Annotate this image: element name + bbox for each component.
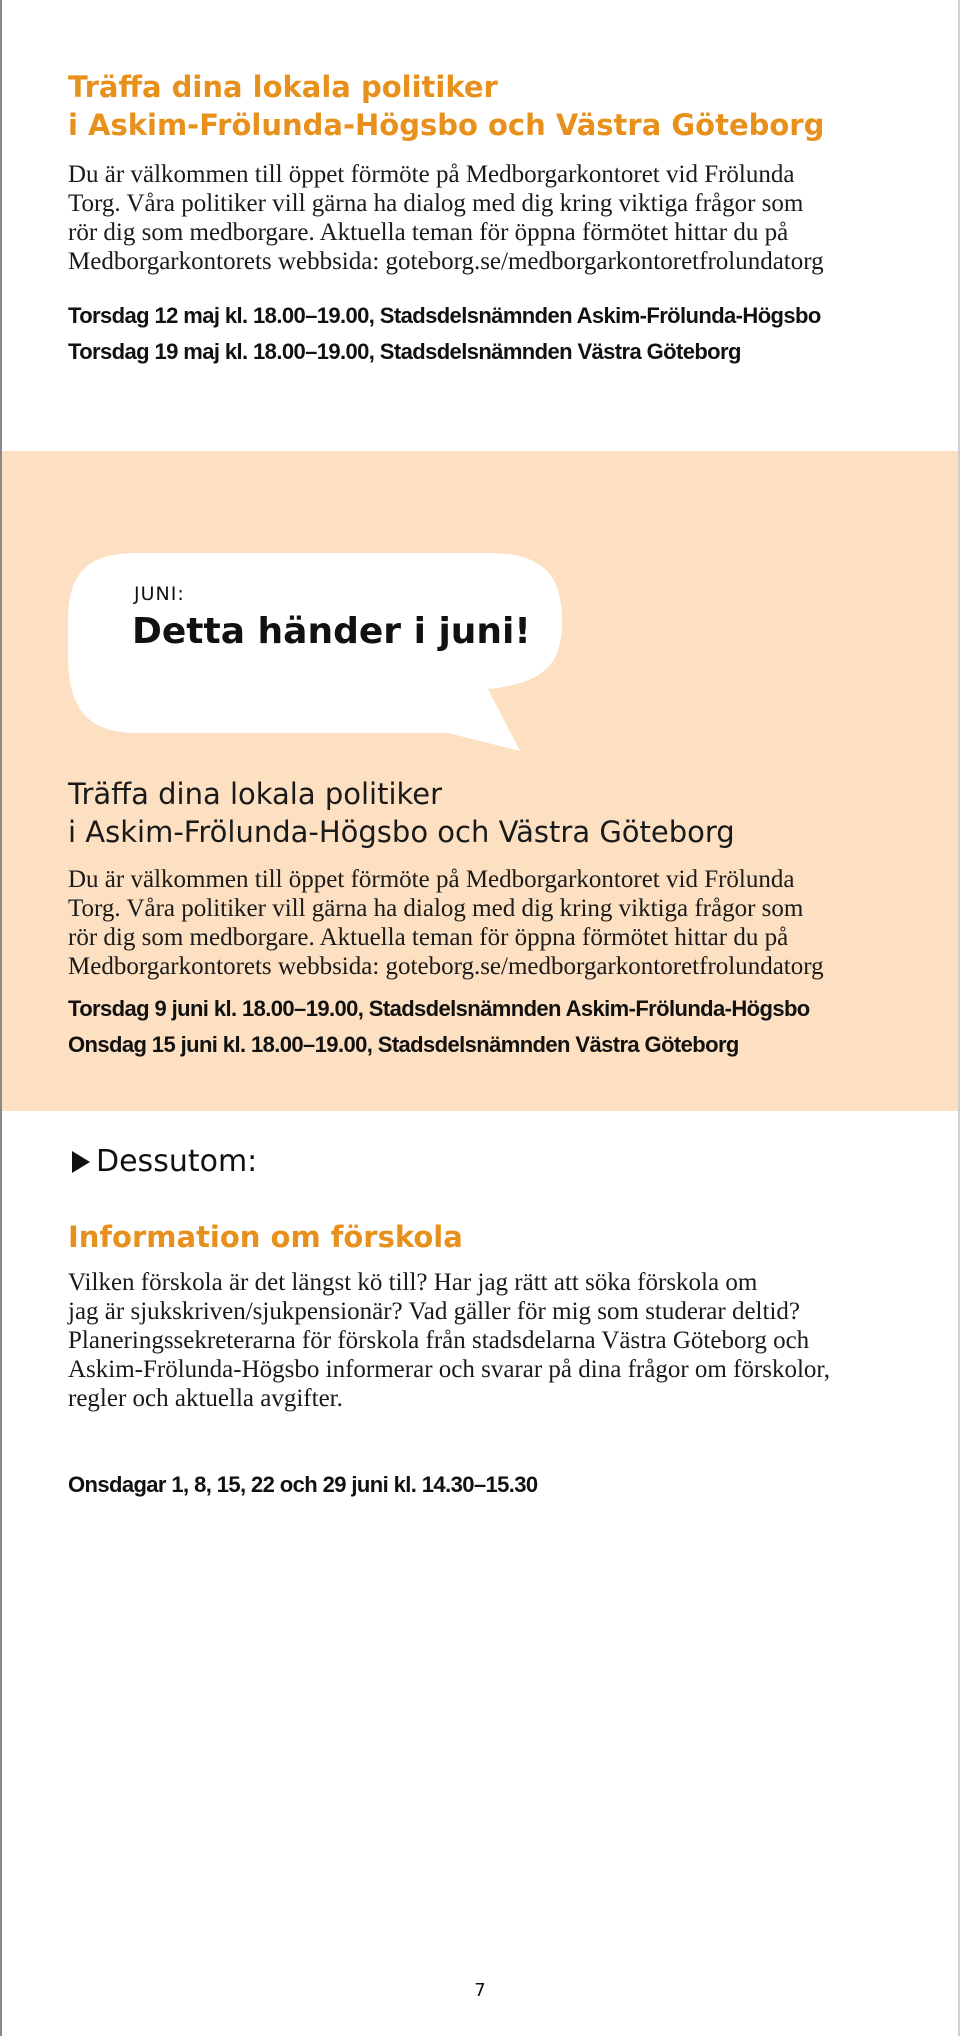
schedule-item: Torsdag 19 maj kl. 18.00–19.00, Stadsdelsnämnden Västra Göteborg [68,339,741,364]
section-may-schedule [68,298,908,370]
schedule-item: Torsdag 9 juni kl. 18.00–19.00, Stadsdelsnämnden Askim-Frölunda-Högsbo [68,996,810,1021]
june-speech-bubble [68,553,562,733]
section-preschool-title: Information om förskola [68,1220,463,1254]
section-june-schedule [68,991,908,1063]
section-preschool-schedule: Onsdagar 1, 8, 15, 22 och 29 juni kl. 14.30–15.30 [68,1472,538,1497]
page-number: 7 [474,1980,486,2001]
section-may-body: Du är välkommen till öppet förmöte på Medborgarkontoret vid Frölunda Torg. Våra politiker vill gärna ha dialog med dig kring viktiga frågor som rör dig som medborgare. Aktuella teman för öppna förmötet hittar du på Medborgarkontorets webbsida: goteborg.se/medborgarkontoretfrolundatorg [68,161,824,275]
section-may-title [68,68,908,144]
dessutom-label: Dessutom: [96,1144,258,1179]
section-may-title-line1: Träffa dina lokala politiker [68,70,498,104]
june-headline: Detta händer i juni! [132,611,531,652]
section-preschool-info [68,1218,908,1503]
schedule-item: Onsdag 15 juni kl. 18.00–19.00, Stadsdelsnämnden Västra Göteborg [68,1032,739,1057]
section-june-body: Du är välkommen till öppet förmöte på Medborgarkontoret vid Frölunda Torg. Våra politiker vill gärna ha dialog med dig kring viktiga frågor som rör dig som medborgare. Aktuella teman för öppna förmötet hittar du på Medborgarkontorets webbsida: goteborg.se/medborgarkontoretfrolundatorg [68,866,824,980]
schedule-item: Torsdag 12 maj kl. 18.00–19.00, Stadsdelsnämnden Askim-Frölunda-Högsbo [68,303,821,328]
section-june-title [68,775,908,851]
section-june-title-line1: Träffa dina lokala politiker [68,777,443,811]
section-june-title-line2: i Askim-Frölunda-Högsbo och Västra Göteborg [68,815,735,849]
triangle-right-icon [72,1151,90,1173]
section-preschool-body: Vilken förskola är det längst kö till? Har jag rätt att söka förskola om jag är sjukskriven/sjukpensionär? Vad gäller för mig som studerar deltid? Planeringssekreterarna för förskola från stadsdelarna Västra Göteborg och Askim-Frölunda-Högsbo informerar och svarar på dina frågor om förskolor, regler och aktuella avgifter. [68,1269,830,1412]
june-month-label: JUNI: [134,583,185,605]
section-june-politicians [68,775,908,1063]
dessutom-heading [72,1144,257,1179]
section-may-politicians [68,68,908,370]
section-may-title-line2: i Askim-Frölunda-Högsbo och Västra Göteborg [68,108,825,142]
